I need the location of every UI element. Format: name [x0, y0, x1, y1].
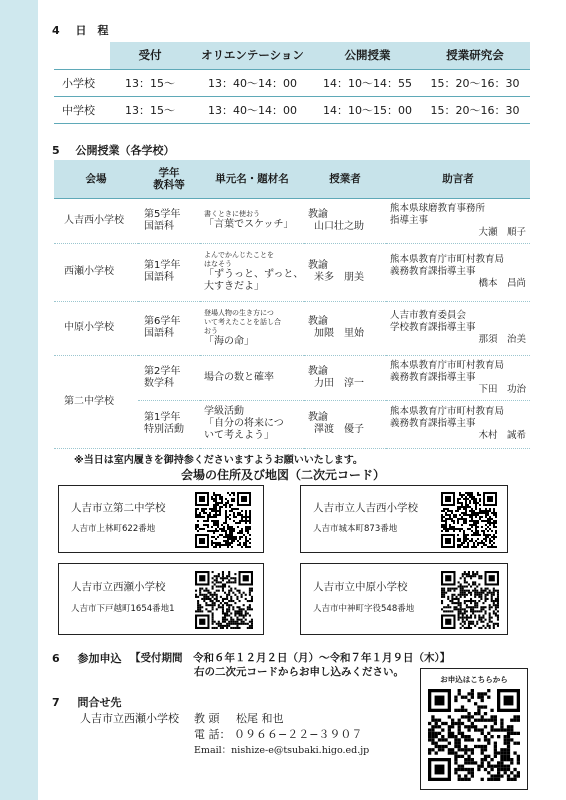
lesson-teacher-cell: [304, 198, 386, 243]
lesson-unit-cell: [200, 400, 304, 448]
left-stripe: [0, 0, 38, 800]
schedule-cell: 14：10〜14：55: [323, 76, 412, 90]
schedule-corner: [54, 42, 110, 69]
teacher-title: 教諭: [308, 260, 328, 271]
section-6-heading: [52, 650, 122, 666]
section-title: 参加申込: [77, 652, 122, 665]
advisor-name: 木村 誠希: [478, 430, 526, 441]
lesson-unit: 「ずうっと、ずっと、 大すきだよ」: [204, 269, 304, 292]
lesson-teacher-cell: [304, 301, 386, 355]
lesson-row: [54, 243, 530, 301]
section-title: 公開授業（各学校）: [75, 144, 175, 157]
lesson-advisor-cell: [386, 400, 530, 448]
phone-number: ０９６６−２２−３９０７: [234, 728, 363, 741]
lesson-grade: 第2学年 数学科: [138, 355, 200, 400]
advisor-name: 那須 治美: [478, 334, 526, 345]
lesson-row: [54, 355, 530, 400]
advisor-org: 熊本県教育庁市町村教育局 義務教育課指導主事: [390, 406, 505, 429]
lesson-grade: 第1学年 特別活動: [138, 400, 200, 448]
contact-school: 人吉市立西瀬小学校: [80, 712, 179, 725]
contact-phone-line: [194, 726, 362, 742]
venue-name: 人吉市立西瀬小学校: [71, 581, 166, 593]
lesson-grade: 第6学年 国語科: [138, 301, 200, 355]
advisor-name: 大瀬 順子: [478, 226, 526, 238]
lesson-venue: 第二中学校: [54, 355, 138, 448]
teacher-name: 山口壮之助: [314, 220, 364, 232]
lesson-unit-cell: [200, 301, 304, 355]
phone-label: 電 話：: [194, 728, 231, 741]
schedule-cell: 13：15〜: [125, 76, 175, 90]
schedule-col: 受付: [110, 42, 190, 69]
teacher-name: 加隈 里始: [314, 328, 364, 339]
teacher-name: 澤渡 優子: [314, 424, 364, 435]
schedule-cell: 13：40〜14：00: [208, 103, 297, 117]
apply-qr-code-icon[interactable]: [428, 689, 520, 781]
apply-instruction: 右の二次元コードからお申し込みください。: [194, 666, 404, 678]
venue-name: 人吉市立中原小学校: [313, 581, 408, 593]
schedule-cell: 13：15〜: [125, 103, 175, 117]
lesson-teacher-cell: [304, 400, 386, 448]
section-number: 6: [52, 652, 60, 665]
section-4-heading: [52, 22, 109, 38]
teacher-name: 米多 朋美: [314, 272, 364, 283]
section-number: 4: [52, 24, 60, 37]
venue-box: [300, 563, 508, 635]
schedule-cell: 15：20〜16：30: [430, 76, 520, 90]
lesson-teacher-cell: [304, 243, 386, 301]
teacher-title: 教諭: [308, 412, 328, 423]
schedule-col: オリエンテーション: [190, 42, 315, 69]
section-number: 7: [52, 696, 60, 709]
lesson-advisor-cell: [386, 243, 530, 301]
lesson-row: [54, 301, 530, 355]
venue-address: 人吉市下戸越町1654番地1: [71, 604, 175, 614]
schedule-row: [54, 69, 530, 96]
venue-address: 人吉市中神町字役548番地: [313, 604, 415, 614]
schedule-cell: 13：40〜14：00: [208, 76, 297, 90]
venue-address: 人吉市上林町622番地: [71, 524, 156, 534]
schedule-header-row: [54, 42, 530, 69]
lesson-unit-cell: [200, 243, 304, 301]
advisor-name: 橋本 昌尚: [478, 278, 526, 289]
qr-caption: お申込はこちらから: [440, 675, 508, 684]
apply-period: 【受付期間 令和６年１２月２日（月）〜令和７年１月９日（木）】: [130, 652, 451, 664]
lesson-unit-cell: [200, 355, 304, 400]
section-title: 問合せ先: [77, 696, 122, 709]
lesson-unit-small: よんでかんじたことを はなそう: [204, 251, 274, 268]
qr-code-icon[interactable]: [441, 571, 499, 629]
schedule-col: 授業研究会: [420, 42, 530, 69]
contact-email[interactable]: Email：nishize-e@tsubaki.higo.ed.jp: [194, 745, 370, 756]
section-number: 5: [52, 144, 60, 157]
lesson-advisor-cell: [386, 198, 530, 243]
contact-person: 松尾 和也: [236, 712, 284, 725]
venue-address: 人吉市城本町873番地: [313, 524, 398, 534]
schedule-table: [54, 42, 530, 124]
advisor-name: 下田 功治: [478, 383, 526, 395]
note-text: ※当日は室内履きを御持参くださいますようお願いいたします。: [74, 455, 363, 466]
venue-box: [58, 485, 264, 553]
section-5-heading: [52, 142, 175, 158]
lesson-row: [54, 198, 530, 243]
schedule-row: [54, 96, 530, 123]
lesson-grade: 第1学年 国語科: [138, 243, 200, 301]
qr-code-icon[interactable]: [195, 571, 253, 629]
lesson-unit-small: 書くときに使おう: [204, 210, 260, 218]
venue-box: [58, 563, 264, 635]
schedule-cell: 15：20〜16：30: [430, 103, 520, 117]
maps-heading: 会場の住所及び地図（二次元コード）: [180, 468, 385, 482]
contact-role: 教 頭: [194, 712, 220, 725]
venue-box: [300, 485, 508, 553]
lesson-unit: 場合の数と確率: [204, 371, 274, 383]
section-title: 日 程: [75, 24, 109, 37]
teacher-title: 教諭: [308, 208, 328, 220]
lesson-venue: 西瀬小学校: [54, 243, 138, 301]
advisor-org: 熊本県教育庁市町村教育局 義務教育課指導主事: [390, 359, 505, 383]
lesson-unit-small: 登場人物の生き方につ いて考えたことを話し合 おう: [204, 308, 281, 335]
lessons-header-row: [54, 160, 530, 198]
lesson-unit: 「海の命」: [204, 335, 254, 347]
col-advisor: 助言者: [386, 160, 530, 198]
col-unit: 単元名・題材名: [200, 160, 304, 198]
lesson-unit: 「言葉でスケッチ」: [204, 219, 294, 230]
teacher-name: 力田 淳一: [314, 377, 364, 389]
lesson-grade: 第5学年 国語科: [138, 198, 200, 243]
col-teacher: 授業者: [304, 160, 386, 198]
col-grade: 学年 教科等: [138, 160, 200, 198]
qr-code-icon[interactable]: [195, 492, 251, 548]
lesson-venue: 中原小学校: [54, 301, 138, 355]
lesson-venue: 人吉西小学校: [54, 198, 138, 243]
apply-qr-box: [420, 668, 528, 790]
lesson-advisor-cell: [386, 355, 530, 400]
lesson-unit: 学級活動 「自分の将来につ いて考えよう」: [204, 406, 284, 441]
lesson-unit-cell: [200, 198, 304, 243]
advisor-org: 人吉市教育委員会 学校教育課指導主事: [390, 310, 476, 333]
section-7-heading: [52, 694, 122, 710]
schedule-col: 公開授業: [315, 42, 420, 69]
schedule-cell: 14：10〜15：00: [323, 103, 412, 117]
teacher-title: 教諭: [308, 365, 328, 377]
lessons-table: [54, 160, 530, 449]
advisor-org: 熊本県球磨教育事務所 指導主事: [390, 202, 486, 226]
col-venue: 会場: [54, 160, 138, 198]
schedule-row-label: 中学校: [62, 103, 95, 117]
teacher-title: 教諭: [308, 316, 328, 327]
lesson-teacher-cell: [304, 355, 386, 400]
lesson-advisor-cell: [386, 301, 530, 355]
venue-name: 人吉市立人吉西小学校: [313, 502, 418, 514]
schedule-row-label: 小学校: [62, 76, 95, 90]
qr-code-icon[interactable]: [441, 492, 497, 548]
advisor-org: 熊本県教育庁市町村教育局 義務教育課指導主事: [390, 254, 505, 277]
venue-name: 人吉市立第二中学校: [71, 502, 166, 514]
